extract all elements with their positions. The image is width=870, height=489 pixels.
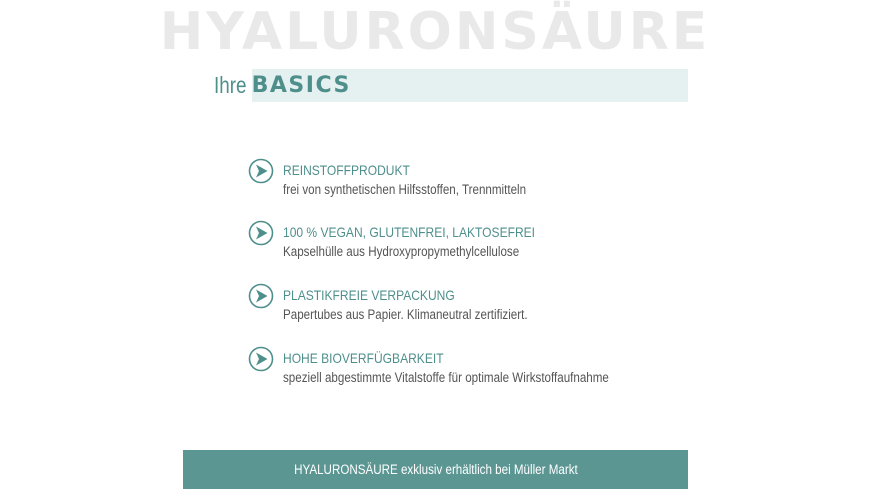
feature-description: frei von synthetischen Hilfsstoffen, Trennmitteln xyxy=(283,182,527,197)
arrow-circle-icon xyxy=(248,158,274,184)
footer-bar xyxy=(183,450,688,489)
footer-text: HYALURONSÄURE exklusiv erhältlich bei Müller Markt xyxy=(293,462,578,477)
basics-heading-word: BASICS xyxy=(251,72,351,98)
basics-heading-prefix: Ihre xyxy=(214,71,247,98)
feature-description: speziell abgestimmte Vitalstoffe für optimale Wirkstoffaufnahme xyxy=(283,370,609,385)
basics-heading xyxy=(214,68,351,102)
arrow-circle-icon xyxy=(248,220,274,246)
feature-heading: 100 % VEGAN, GLUTENFREI, LAKTOSEFREI xyxy=(283,224,536,240)
arrow-circle-icon xyxy=(248,283,274,309)
feature-heading: HOHE BIOVERFÜGBARKEIT xyxy=(283,350,444,366)
product-name-watermark: HYALURONSÄURE xyxy=(159,2,711,62)
feature-heading: REINSTOFFPRODUKT xyxy=(283,162,410,178)
feature-description: Kapselhülle aus Hydroxypropymethylcellulose xyxy=(283,244,520,259)
arrow-circle-icon xyxy=(248,346,274,372)
feature-heading: PLASTIKFREIE VERPACKUNG xyxy=(283,287,455,303)
feature-description: Papertubes aus Papier. Klimaneutral zertifiziert. xyxy=(283,307,528,322)
